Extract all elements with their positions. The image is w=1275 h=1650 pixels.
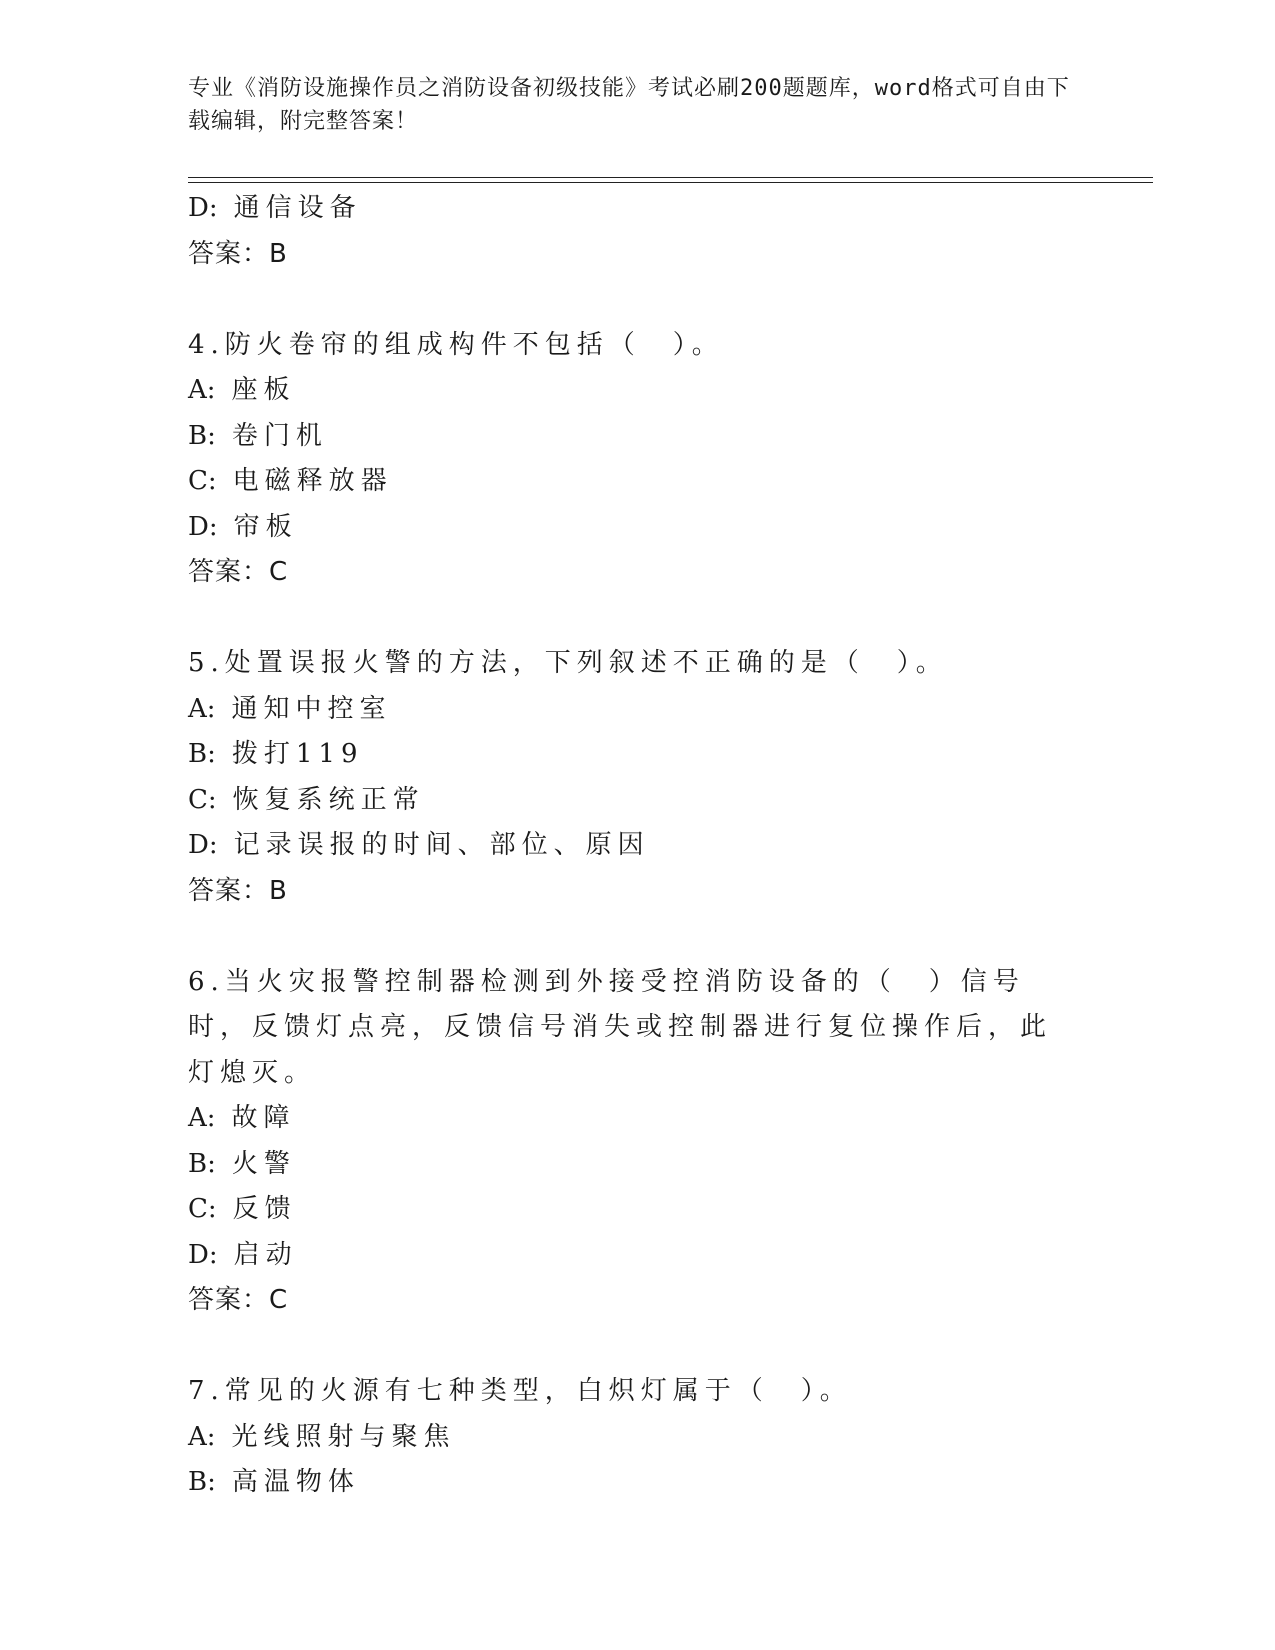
question-4: [188, 323, 1088, 596]
question-6: [188, 960, 1088, 1324]
option-label: A:: [188, 693, 216, 724]
option-text: 座板: [231, 375, 296, 405]
answer-line: 答案：C: [188, 1285, 289, 1315]
option-d: [188, 505, 1088, 551]
option-b: [188, 732, 1088, 778]
question-5: [188, 641, 1088, 914]
question-stem: 4.防火卷帘的组成构件不包括（ ）。: [188, 329, 724, 360]
option-text: 记录误报的时间、部位、原因: [233, 830, 650, 860]
option-a: [188, 687, 1088, 733]
option-label: C:: [188, 1194, 217, 1224]
option-text: 启动: [233, 1239, 298, 1270]
option-label: C:: [188, 784, 217, 815]
option-b: [188, 1142, 1088, 1188]
option-d: [188, 186, 1088, 232]
question-stem: 5.处置误报火警的方法，下列叙述不正确的是（ ）。: [188, 648, 948, 678]
option-text: 故障: [231, 1103, 296, 1133]
option-label: B:: [188, 1148, 216, 1179]
option-label: D:: [188, 511, 218, 542]
option-text: 光线照射与聚焦: [231, 1421, 456, 1452]
option-b: [188, 1460, 1088, 1506]
option-text: 反馈: [232, 1194, 297, 1224]
option-a: [188, 368, 1088, 414]
option-label: B:: [188, 1467, 216, 1497]
page-header: 专业《消防设施操作员之消防设备初级技能》考试必刷200题题库，word格式可自由下载编辑，附完整答案！: [188, 76, 1070, 134]
answer-line: 答案：B: [188, 875, 288, 906]
answer-line: 答案：C: [188, 557, 289, 587]
option-label: B:: [188, 739, 216, 769]
option-c: [188, 778, 1088, 824]
option-a: [188, 1096, 1088, 1142]
option-text: 火警: [231, 1148, 296, 1179]
option-text: 电磁释放器: [232, 466, 393, 496]
option-d: [188, 823, 1088, 869]
option-label: A:: [188, 1421, 216, 1452]
option-label: A:: [188, 375, 216, 405]
header-rule-top: [188, 177, 1153, 178]
option-label: C:: [188, 466, 217, 496]
option-label: D:: [188, 193, 218, 223]
option-label: B:: [188, 420, 216, 451]
option-text: 恢复系统正常: [232, 784, 425, 815]
header-rule-bottom: [188, 182, 1153, 183]
document-body: [188, 186, 1088, 1506]
option-text: 高温物体: [231, 1467, 360, 1497]
option-a: [188, 1415, 1088, 1461]
question-stem: 7.常见的火源有七种类型，白炽灯属于（ ）。: [188, 1376, 852, 1406]
option-text: 帘板: [233, 511, 298, 542]
option-label: D:: [188, 1239, 218, 1270]
answer-line: 答案：B: [188, 238, 288, 269]
question-7: [188, 1369, 1088, 1506]
option-text: 通信设备: [233, 193, 362, 223]
option-text: 卷门机: [231, 420, 328, 451]
option-label: A:: [188, 1103, 216, 1133]
option-c: [188, 459, 1088, 505]
option-b: [188, 414, 1088, 460]
question-stem: 6.当火灾报警控制器检测到外接受控消防设备的（ ）信号时，反馈灯点亮，反馈信号消失或控制器进行复位操作后，此灯熄灭。: [188, 966, 1053, 1088]
option-text: 拨打119: [231, 739, 364, 769]
option-d: [188, 1233, 1088, 1279]
option-text: 通知中控室: [231, 693, 392, 724]
option-c: [188, 1187, 1088, 1233]
option-label: D:: [188, 830, 218, 860]
